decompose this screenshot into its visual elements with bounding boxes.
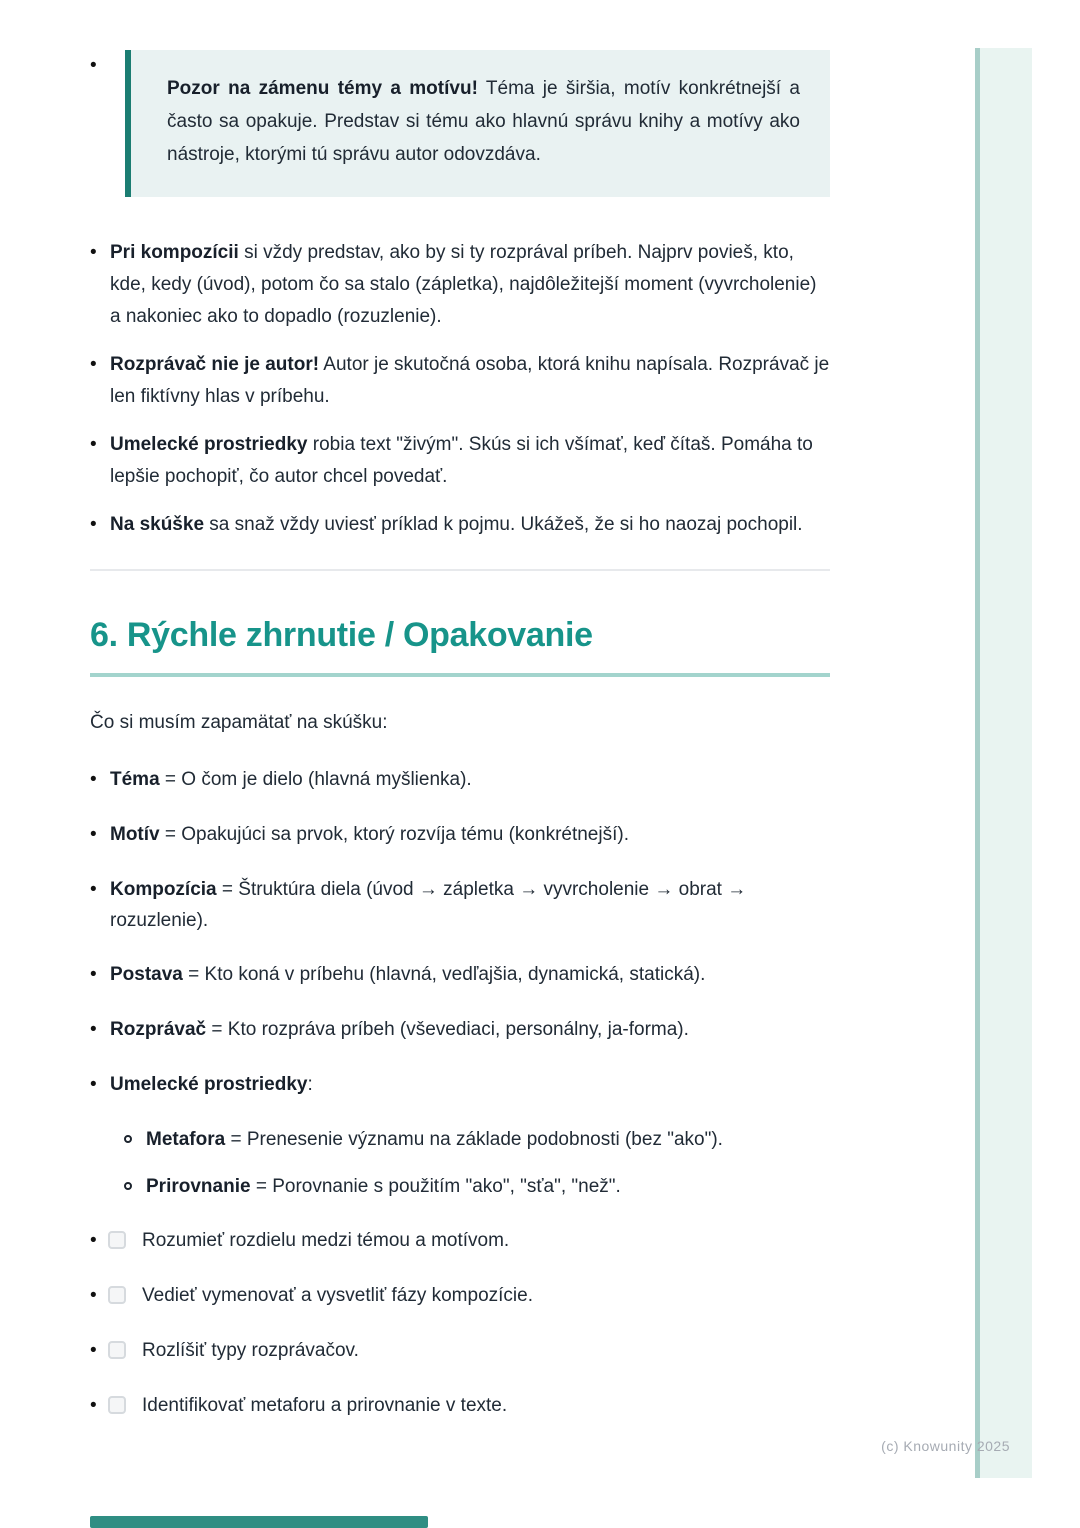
- bullet-marker: [90, 1280, 108, 1312]
- checklist-label: Rozlíšiť typy rozprávačov.: [142, 1340, 359, 1361]
- list-item: [90, 429, 830, 493]
- checklist-item: [90, 1280, 830, 1312]
- bullet-marker: [90, 764, 110, 796]
- bullet-marker: [90, 959, 110, 991]
- definition-text: Kompozícia = Štruktúra diela (úvod → zápletka → vyvrcholenie → obrat → rozuzlenie).: [110, 879, 747, 931]
- definition-text: Postava = Kto koná v príbehu (hlavná, vedľajšia, dynamická, statická).: [110, 964, 706, 985]
- list-item: [90, 819, 830, 851]
- bullet-marker: [90, 1225, 108, 1257]
- circle-marker: [124, 1171, 146, 1190]
- list-item: [90, 959, 830, 991]
- copyright-text: (c) Knowunity 2025: [881, 1438, 1010, 1454]
- bullet-marker: [90, 1335, 108, 1367]
- bullet-marker: [90, 237, 110, 269]
- callout-box: [125, 50, 830, 197]
- list-item: [90, 349, 830, 413]
- callout-bold-lead: Pozor na zámenu témy a motívu!: [167, 78, 478, 99]
- section-intro: Čo si musím zapamätať na skúšku:: [90, 712, 388, 733]
- list-item: [90, 237, 830, 333]
- tip-text: Rozprávač nie je autor! Autor je skutočná osoba, ktorá knihu napísala. Rozprávač je len fiktívny hlas v príbehu.: [110, 354, 830, 407]
- list-item: [90, 509, 830, 541]
- callout-text: Pozor na zámenu témy a motívu! Téma je širšia, motív konkrétnejší a často sa opakuje. Predstav si tému ako hlavnú správu knihy a motívy ako nástroje, ktorými tú správu autor odovzdáva.: [167, 78, 800, 165]
- bullet-marker: [90, 429, 110, 461]
- bullet-marker: [90, 874, 110, 906]
- footer-accent-bar: [90, 1516, 428, 1528]
- circle-marker: [124, 1124, 146, 1143]
- definition-text: Umelecké prostriedky:: [110, 1074, 313, 1095]
- checkbox-unchecked[interactable]: [108, 1286, 126, 1304]
- section-divider: [90, 569, 830, 571]
- definition-text: Rozprávač = Kto rozpráva príbeh (vševediaci, personálny, ja-forma).: [110, 1019, 689, 1040]
- bullet-marker: [90, 509, 110, 541]
- bullet-marker: [90, 1069, 110, 1101]
- bullet-marker: [90, 819, 110, 851]
- bullet-marker: [90, 1390, 108, 1422]
- list-item: [90, 1069, 830, 1101]
- checkbox-unchecked[interactable]: [108, 1396, 126, 1414]
- checklist-label: Rozumieť rozdielu medzi témou a motívom.: [142, 1230, 510, 1251]
- main-content: [90, 50, 830, 1445]
- tip-text: Na skúške sa snaž vždy uviesť príklad k pojmu. Ukážeš, že si ho naozaj pochopil.: [110, 514, 803, 535]
- list-item: [90, 874, 830, 936]
- sub-definition-text: Metafora = Prenesenie významu na základe podobnosti (bez "ako").: [146, 1129, 723, 1150]
- tip-text: Umelecké prostriedky robia text "živým". Skús si ich všímať, keď čítaš. Pomáha to lepšie pochopiť, čo autor chcel povedať.: [110, 434, 813, 487]
- checklist-label: Vedieť vymenovať a vysvetliť fázy kompozície.: [142, 1285, 533, 1306]
- list-item: [90, 764, 830, 796]
- tip-text: Pri kompozícii si vždy predstav, ako by si ty rozprával príbeh. Najprv povieš, kto, kde, kedy (úvod), potom čo sa stalo (zápletka), najdôležitejší moment (vyvrcholenie) a nakoniec ako to dopadlo (rozuzlenie).: [110, 242, 817, 327]
- checklist-item: [90, 1225, 830, 1257]
- heading-underline: [90, 673, 830, 677]
- callout-list-item: [90, 50, 830, 197]
- tips-list: [90, 237, 830, 541]
- sub-definition-text: Prirovnanie = Porovnanie s použitím "ako", "sťa", "než".: [146, 1176, 621, 1197]
- list-item: [124, 1124, 830, 1155]
- list-item: [124, 1171, 830, 1202]
- sub-definitions-list: [124, 1124, 830, 1202]
- checklist-label: Identifikovať metaforu a prirovnanie v texte.: [142, 1395, 508, 1416]
- bullet-marker: [90, 1014, 110, 1046]
- exam-checklist: [90, 1225, 830, 1422]
- checkbox-unchecked[interactable]: [108, 1231, 126, 1249]
- checklist-item: [90, 1335, 830, 1367]
- list-item: [90, 1014, 830, 1046]
- page-title: 6. Rýchle zhrnutie / Opakovanie: [90, 616, 593, 654]
- bullet-marker: [90, 349, 110, 381]
- checkbox-unchecked[interactable]: [108, 1341, 126, 1359]
- edge-strip-panel: [980, 48, 1032, 1478]
- checklist-item: [90, 1390, 830, 1422]
- definition-text: Motív = Opakujúci sa prvok, ktorý rozvíja tému (konkrétnejší).: [110, 824, 629, 845]
- definition-text: Téma = O čom je dielo (hlavná myšlienka).: [110, 769, 472, 790]
- page-edge-strip: [975, 48, 1032, 1478]
- definitions-list: [90, 764, 830, 1422]
- bullet-marker: [90, 50, 110, 82]
